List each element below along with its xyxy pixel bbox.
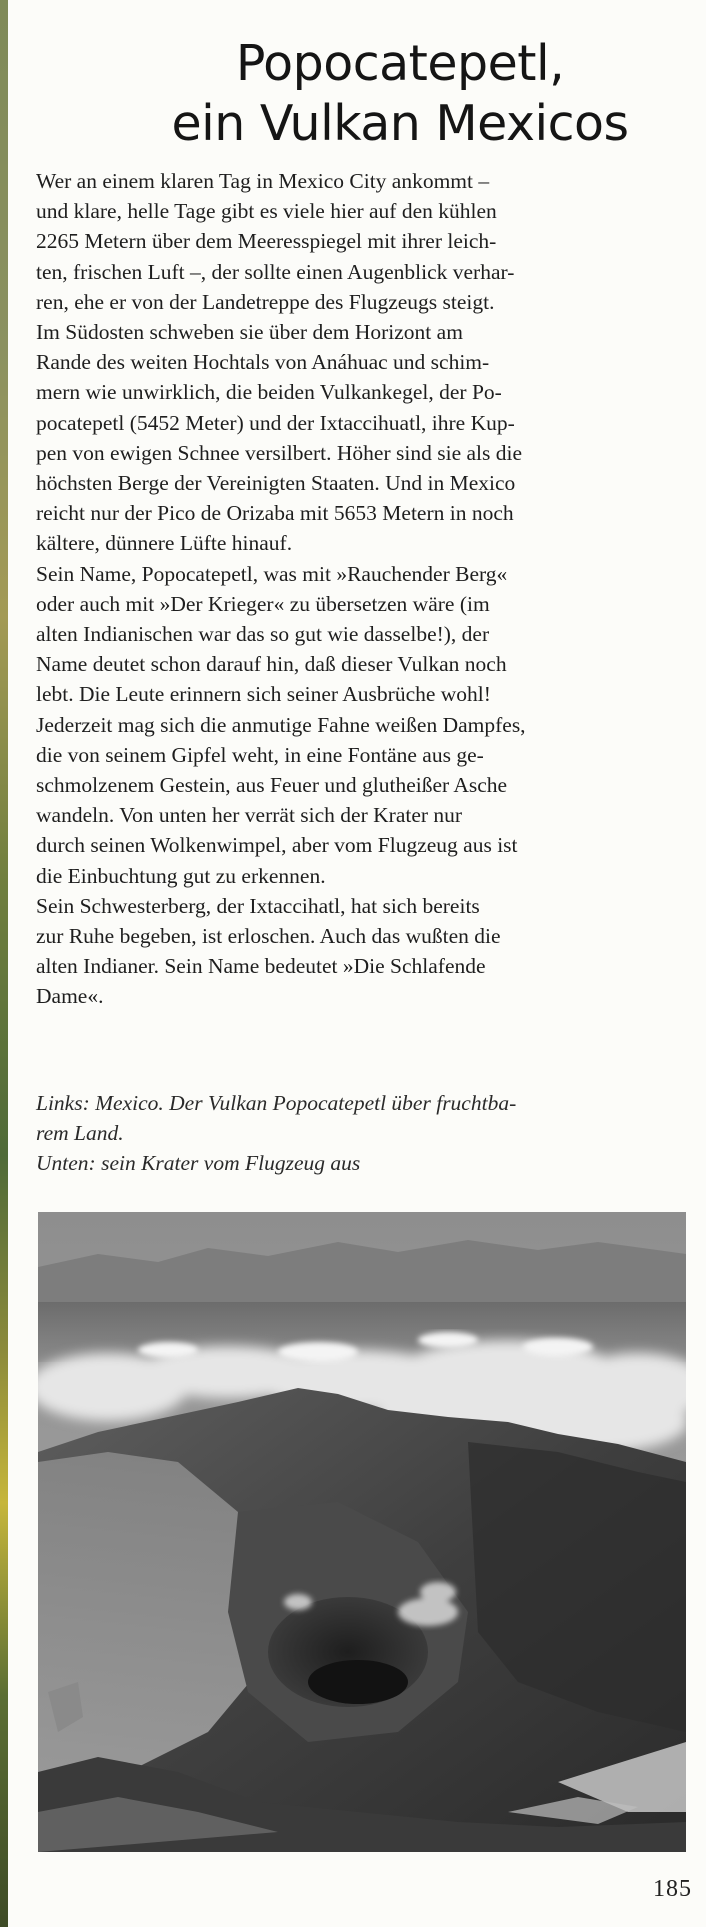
- body-line: die von seinem Gipfel weht, in eine Fontäne aus ge-: [36, 742, 484, 767]
- body-line: pen von ewigen Schnee versilbert. Höher sind sie als die: [36, 440, 523, 465]
- body-line: pocatepetl (5452 Meter) und der Ixtaccihuatl, ihre Kup-: [36, 410, 515, 435]
- body-line: Wer an einem klaren Tag in Mexico City ankommt –: [36, 169, 490, 193]
- body-line: alten Indianer. Sein Name bedeutet »Die Schlafende: [36, 954, 486, 979]
- body-line: ren, ehe er von der Landetreppe des Flugzeugs steigt.: [36, 289, 495, 314]
- body-line: durch seinen Wolkenwimpel, aber vom Flugzeug aus ist: [36, 833, 518, 858]
- body-line: Im Südosten schweben sie über dem Horizont am: [36, 320, 463, 345]
- body-line: reicht nur der Pico de Orizaba mit 5653 Metern in noch: [36, 501, 514, 526]
- body-line: Name deutet schon darauf hin, daß dieser Vulkan noch: [36, 652, 507, 677]
- body-line: 2265 Metern über dem Meeresspiegel mit ihrer leich-: [36, 229, 497, 254]
- body-line: mern wie unwirklich, die beiden Vulkankegel, der Po-: [36, 380, 502, 405]
- body-line: und klare, helle Tage gibt es viele hier auf den kühlen: [36, 199, 497, 224]
- page-number: 185: [653, 1876, 692, 1902]
- photo-caption: [36, 1088, 696, 1179]
- body-text: [36, 166, 696, 1012]
- caption-line: rem Land.: [36, 1121, 124, 1146]
- body-line: Rande des weiten Hochtals von Anáhuac und schim-: [36, 350, 490, 375]
- body-line: Dame«.: [36, 984, 104, 1009]
- body-line: die Einbuchtung gut zu erkennen.: [36, 863, 326, 888]
- title-line-2: ein Vulkan Mexicos: [171, 95, 629, 152]
- body-line: kältere, dünnere Lüfte hinauf.: [36, 531, 293, 556]
- crater-photo: [38, 1212, 686, 1852]
- facing-page-edge: [0, 0, 8, 1927]
- body-line: Sein Schwesterberg, der Ixtaccihatl, hat sich bereits: [36, 893, 480, 918]
- caption-line: Links: Mexico. Der Vulkan Popocatepetl über fruchtba-: [36, 1091, 517, 1115]
- body-line: zur Ruhe begeben, ist erloschen. Auch das wußten die: [36, 924, 501, 949]
- page-title: [120, 34, 680, 154]
- body-line: oder auch mit »Der Krieger« zu übersetzen wäre (im: [36, 591, 490, 616]
- body-line: lebt. Die Leute erinnern sich seiner Ausbrüche wohl!: [36, 682, 491, 707]
- body-line: ten, frischen Luft –, der sollte einen Augenblick verhar-: [36, 259, 515, 284]
- body-line: alten Indianischen war das so gut wie dasselbe!), der: [36, 622, 490, 647]
- body-line: Jederzeit mag sich die anmutige Fahne weißen Dampfes,: [36, 712, 526, 737]
- body-line: wandeln. Von unten her verrät sich der Krater nur: [36, 803, 463, 828]
- caption-line: Unten: sein Krater vom Flugzeug aus: [36, 1151, 361, 1176]
- body-line: höchsten Berge der Vereinigten Staaten. Und in Mexico: [36, 471, 516, 496]
- body-line: schmolzenem Gestein, aus Feuer und glutheißer Asche: [36, 773, 508, 798]
- body-line: Sein Name, Popocatepetl, was mit »Rauchender Berg«: [36, 561, 508, 586]
- title-line-1: Popocatepetl,: [235, 35, 565, 92]
